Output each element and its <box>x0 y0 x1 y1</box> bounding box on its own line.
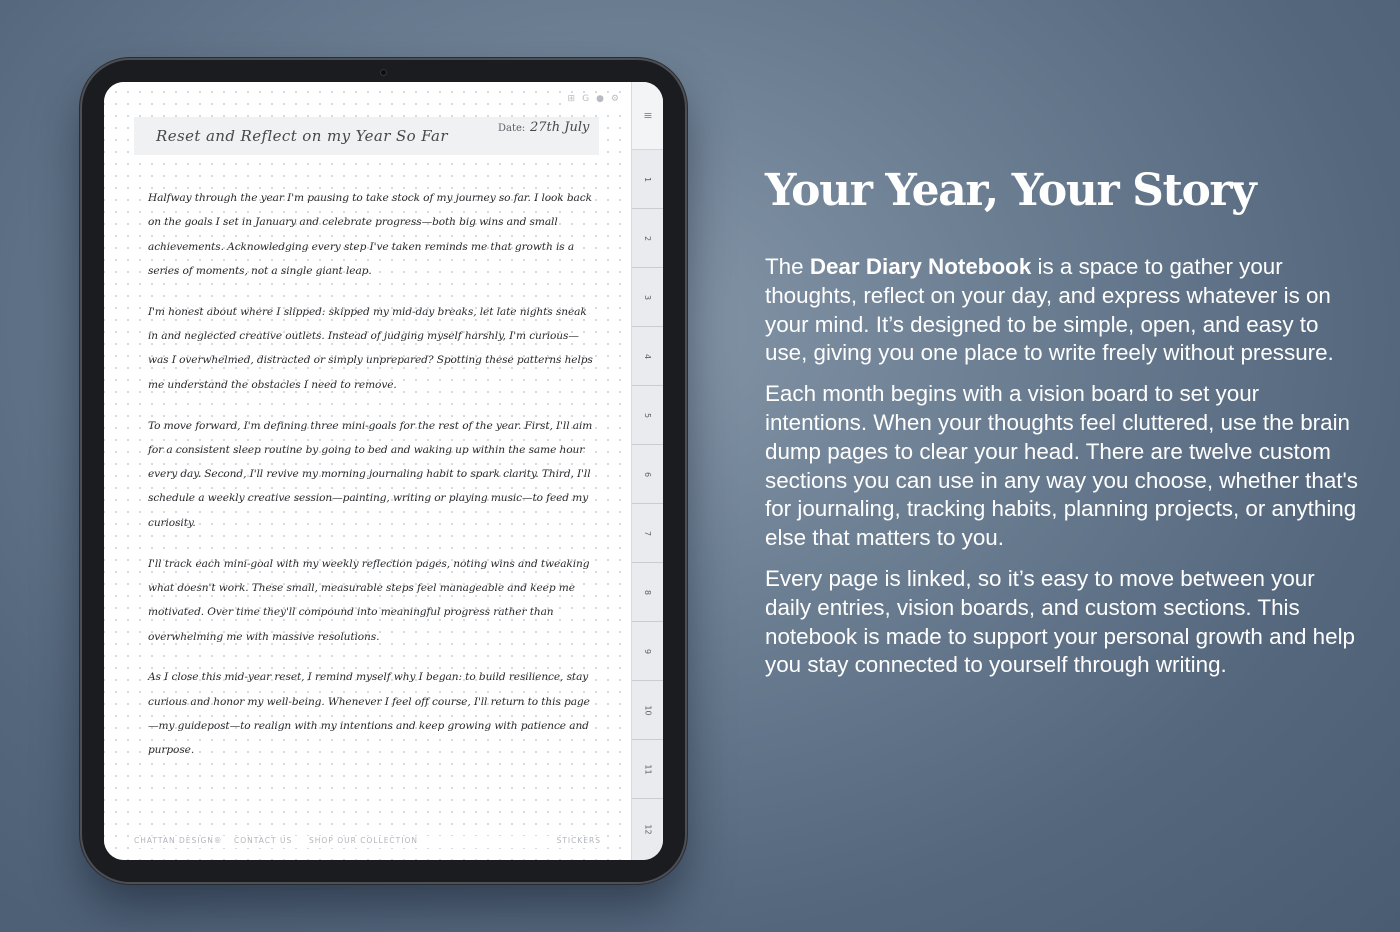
page-title: Reset and Reflect on my Year So Far <box>156 127 448 145</box>
tab-label: 2 <box>643 235 653 241</box>
tab-3[interactable] <box>632 268 663 327</box>
google-icon[interactable]: G <box>582 94 590 104</box>
page-footer <box>134 836 601 848</box>
tab-label: 8 <box>643 589 653 595</box>
tab-1[interactable] <box>632 150 663 209</box>
settings-icon[interactable]: ⚙ <box>610 94 619 104</box>
tab-label: 1 <box>643 176 653 182</box>
date-field[interactable]: 27th July <box>530 120 590 135</box>
tab-8[interactable] <box>632 563 663 622</box>
entry-paragraph: To move forward, I'm defining three mini-goals for the rest of the year. First, I'll aim for a consistent sleep routine by going to bed and waking up within the same hour every day. Second, I'll revive my morning journaling habit to spark clarity. Third, I'll schedule a weekly creative session—painting, writing or playing music—to feed my curiosity. <box>148 419 593 529</box>
copy-text: is a space to gather your thoughts, reflect on your day, and express whatever is on your mind. It’s designed to be simple, open, and easy to use, giving you one place to write freely without pressure. <box>765 254 1334 366</box>
tab-6[interactable] <box>632 445 663 504</box>
tab-10[interactable] <box>632 681 663 740</box>
tab-7[interactable] <box>632 504 663 563</box>
page-title-bar <box>134 117 599 155</box>
front-camera <box>380 69 387 76</box>
section-tabs <box>631 82 663 860</box>
tab-11[interactable] <box>632 740 663 799</box>
footer-contact-link[interactable]: CONTACT US <box>234 836 293 845</box>
tab-4[interactable] <box>632 327 663 386</box>
tab-label: 10 <box>643 704 653 716</box>
tab-label: 12 <box>643 824 653 835</box>
footer-stickers-link[interactable]: STICKERS <box>556 836 601 845</box>
tab-2[interactable] <box>632 209 663 268</box>
tab-label: 4 <box>643 353 653 359</box>
journal-entry[interactable] <box>148 186 593 779</box>
tab-label: 3 <box>643 294 653 300</box>
tab-9[interactable] <box>632 622 663 681</box>
menu-icon[interactable]: ≡ <box>632 82 663 150</box>
footer-brand-link[interactable]: CHATTAN DESIGN® <box>134 836 223 845</box>
tab-label: 5 <box>643 412 653 418</box>
apple-icon[interactable]: ● <box>596 94 604 104</box>
entry-paragraph: Halfway through the year I'm pausing to take stock of my journey so far. I look back on the goals I set in January and celebrate progress—both big wins and small achievements. Acknowledging every step I've taken reminds me that growth is a series of moments, not a single giant leap. <box>148 192 592 277</box>
tab-label: 6 <box>643 471 653 477</box>
copy-paragraph-3: Every page is linked, so it’s easy to move between your daily entries, vision boards, and custom sections. This notebook is made to support your personal growth and help you stay connected to yourself through writing. <box>765 565 1355 678</box>
entry-paragraph: I'm honest about where I slipped: skipped my mid-day breaks, let late nights sneak in and neglected creative outlets. Instead of judging myself harshly, I'm curious—was I overwhelmed, distracted or simply unprepared? Spotting these patterns helps me understand the obstacles I need to remove. <box>148 305 593 391</box>
tab-label: 11 <box>643 763 653 775</box>
footer-shop-link[interactable]: SHOP OUR COLLECTION <box>309 836 418 845</box>
journal-page <box>104 82 631 860</box>
tab-label: 9 <box>643 648 653 654</box>
tab-12[interactable] <box>632 799 663 860</box>
tablet-device <box>82 60 685 882</box>
export-icons <box>566 93 621 105</box>
entry-paragraph: As I close this mid-year reset, I remind myself why I began: to build resilience, stay curious and honor my well-being. Whenever I feel off course, I'll return to this page—my guidepost—to realign with my intentions and keep growing with patience and purpose. <box>148 671 590 757</box>
copy-text: The <box>765 254 810 279</box>
date-label: Date: <box>498 123 526 134</box>
tab-label: 7 <box>643 530 653 536</box>
tab-5[interactable] <box>632 386 663 445</box>
product-name: Dear Diary Notebook <box>809 254 1032 279</box>
copy-paragraph-2: Each month begins with a vision board to set your intentions. When your thoughts feel cluttered, use the brain dump pages to clear your head. There are twelve custom sections you can use in any way you choose, whether that's for journaling, tracking habits, planning projects, or anything else that matters to you. <box>765 381 1358 551</box>
entry-paragraph: I'll track each mini-goal with my weekly reflection pages, noting wins and tweaking what doesn't work. These small, measurable steps feel manageable and keep me motivated. Over time they'll compound into meaningful progress rather than overwhelming me with massive resolutions. <box>148 557 590 643</box>
copy-paragraph-1 <box>765 253 1365 368</box>
tablet-screen <box>104 82 663 860</box>
marketing-copy <box>765 253 1365 692</box>
headline: Your Year, Your Story <box>765 165 1256 216</box>
outlook-icon[interactable]: ⊞ <box>567 94 576 104</box>
